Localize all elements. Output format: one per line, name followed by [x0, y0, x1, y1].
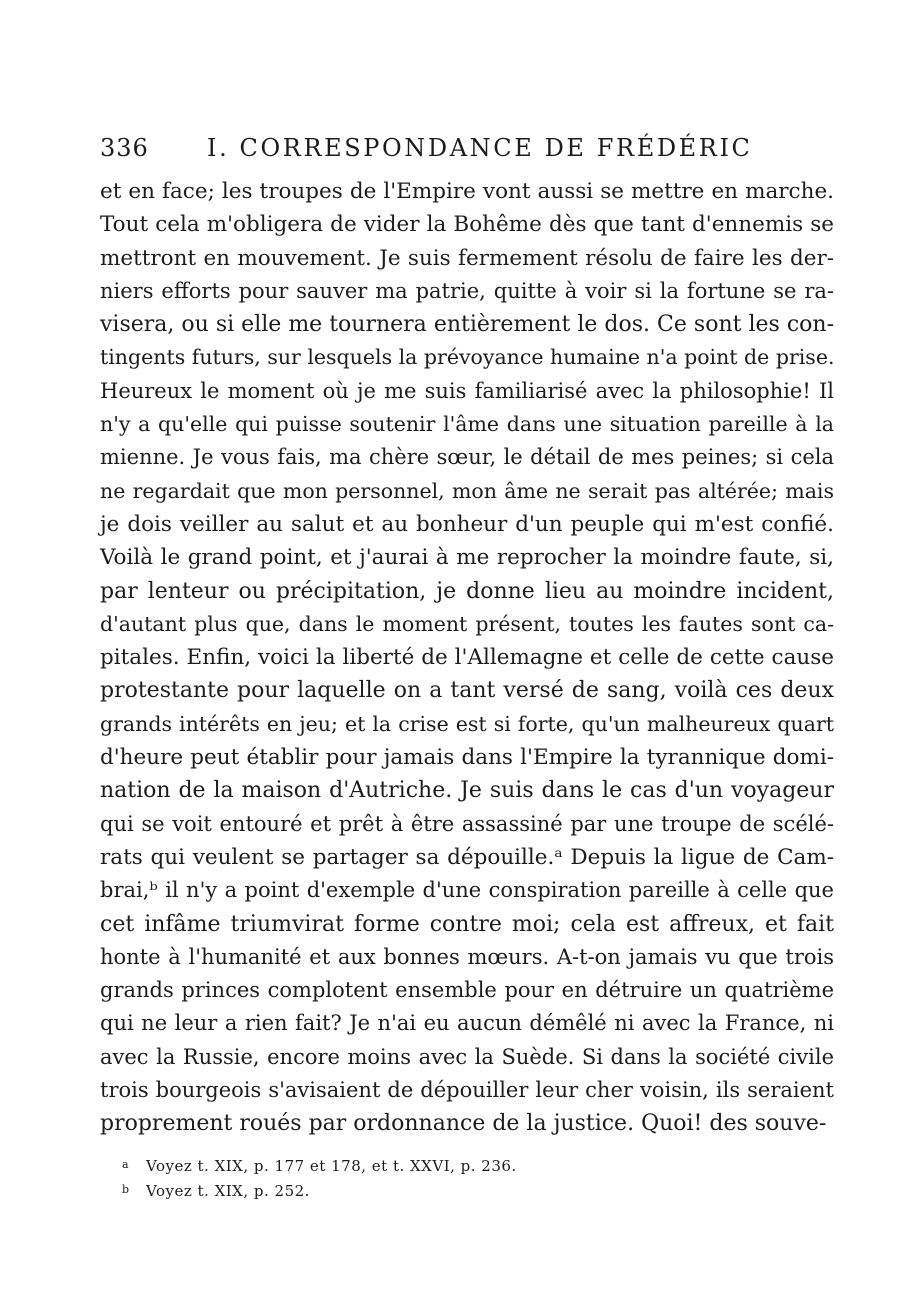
text-line: pitales. Enfin, voici la liberté de l'Allemagne et celle de cette cause [100, 645, 834, 671]
text-line: d'autant plus que, dans le moment présent, toutes les fautes sont ca- [100, 611, 834, 636]
text-line: proprement roués par ordonnance de la justice. Quoi! des souve- [100, 1111, 827, 1137]
text-line: protestante pour laquelle on a tant versé de sang, voilà ces deux [100, 678, 834, 704]
page-number: 336 [100, 134, 149, 162]
footnotes [122, 1152, 822, 1202]
footnote-text: Voyez t. XIX, p. 252. [146, 1182, 310, 1200]
text-line: qui ne leur a rien fait? Je n'ai eu aucun démêlé ni avec la France, ni [100, 1011, 834, 1036]
text-line: par lenteur ou précipitation, je donne lieu au moindre incident, [100, 578, 834, 604]
text-line: niers efforts pour sauver ma patrie, quitte à voir si la fortune se ra- [100, 278, 834, 303]
text-line: avec la Russie, encore moins avec la Suède. Si dans la société civile [100, 1044, 834, 1069]
body-text [100, 175, 834, 1141]
text-line: Tout cela m'obligera de vider la Bohême dès que tant d'ennemis se [100, 212, 834, 238]
text-line: mettront en mouvement. Je suis fermement résolu de faire les der- [100, 245, 834, 271]
text-line: grands intérêts en jeu; et la crise est si forte, qu'un malheureux quart [100, 711, 834, 736]
text-line: trois bourgeois s'avisaient de dépouiller leur cher voisin, ils seraient [100, 1078, 834, 1103]
footnote-text: Voyez t. XIX, p. 177 et 178, et t. XXVI, p. 236. [146, 1157, 517, 1175]
text-line: et en face; les troupes de l'Empire vont aussi se mettre en marche. [100, 179, 834, 204]
text-line: Voilà le grand point, et j'aurai à me reprocher la moindre faute, si, [100, 545, 834, 571]
text-line: tingents futurs, sur lesquels la prévoyance humaine n'a point de prise. [100, 345, 835, 370]
text-line: qui se voit entouré et prêt à être assassiné par une troupe de scélé- [100, 811, 834, 836]
text-line: nation de la maison d'Autriche. Je suis dans le cas d'un voyageur [100, 778, 834, 804]
footnote-mark: a [122, 1158, 130, 1171]
text-line: je dois veiller au salut et au bonheur d'un peuple qui m'est confié. [100, 511, 834, 537]
text-line: mienne. Je vous fais, ma chère sœur, le détail de mes peines; si cela [100, 445, 834, 470]
text-line: n'y a qu'elle qui puisse soutenir l'âme dans une situation pareille à la [100, 412, 834, 437]
running-title: I. CORRESPONDANCE DE FRÉDÉRIC [207, 134, 753, 162]
footnote [122, 1177, 822, 1202]
text-line: grands princes complotent ensemble pour en détruire un quatrième [100, 978, 834, 1003]
text-line: brai,ᵇ il n'y a point d'exemple d'une conspiration pareille à celle que [100, 878, 834, 903]
footnote-mark: b [122, 1183, 130, 1196]
footnote [122, 1152, 822, 1177]
text-line: d'heure peut établir pour jamais dans l'Empire la tyrannique domi- [100, 745, 834, 771]
text-line: honte à l'humanité et aux bonnes mœurs. A-t-on jamais vu que trois [100, 944, 834, 969]
running-head [100, 134, 840, 168]
text-line: rats qui veulent se partager sa dépouille.ᵃ Depuis la ligue de Cam- [100, 844, 834, 870]
text-line: cet infâme triumvirat forme contre moi; cela est affreux, et fait [100, 911, 834, 937]
text-line: visera, ou si elle me tournera entièrement le dos. Ce sont les con- [100, 312, 834, 338]
text-line: Heureux le moment où je me suis familiarisé avec la philosophie! Il [100, 378, 834, 403]
text-line: ne regardait que mon personnel, mon âme ne serait pas altérée; mais [100, 478, 834, 503]
